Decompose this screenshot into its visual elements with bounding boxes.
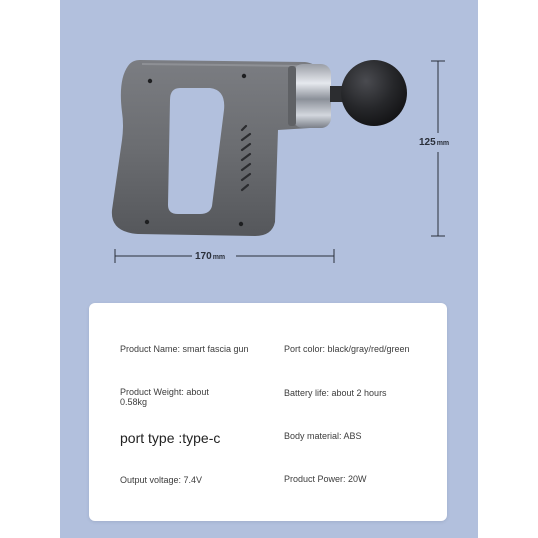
height-unit: mm [436, 140, 450, 147]
spec-body-material: Body material: ABS [284, 431, 362, 441]
spec-product-power: Product Power: 20W [284, 474, 367, 484]
chrome-collar [293, 64, 331, 128]
width-dimension-label [195, 251, 225, 262]
height-value: 125 [419, 137, 436, 148]
height-dimension-line [431, 61, 445, 236]
width-unit: mm [212, 254, 226, 261]
width-value: 170 [195, 251, 212, 262]
spec-output-voltage: Output voltage: 7.4V [120, 475, 203, 485]
spec-port-color: Port color: black/gray/red/green [284, 344, 410, 354]
spec-product-name: Product Name: smart fascia gun [120, 344, 249, 354]
spec-product-weight: Product Weight: about 0.58kg [120, 387, 209, 407]
height-dimension-label [419, 137, 449, 148]
massage-ball-head [341, 60, 407, 126]
spec-card [89, 303, 447, 521]
spec-port-type: port type :type-c [120, 430, 221, 446]
spec-battery-life: Battery life: about 2 hours [284, 388, 387, 398]
